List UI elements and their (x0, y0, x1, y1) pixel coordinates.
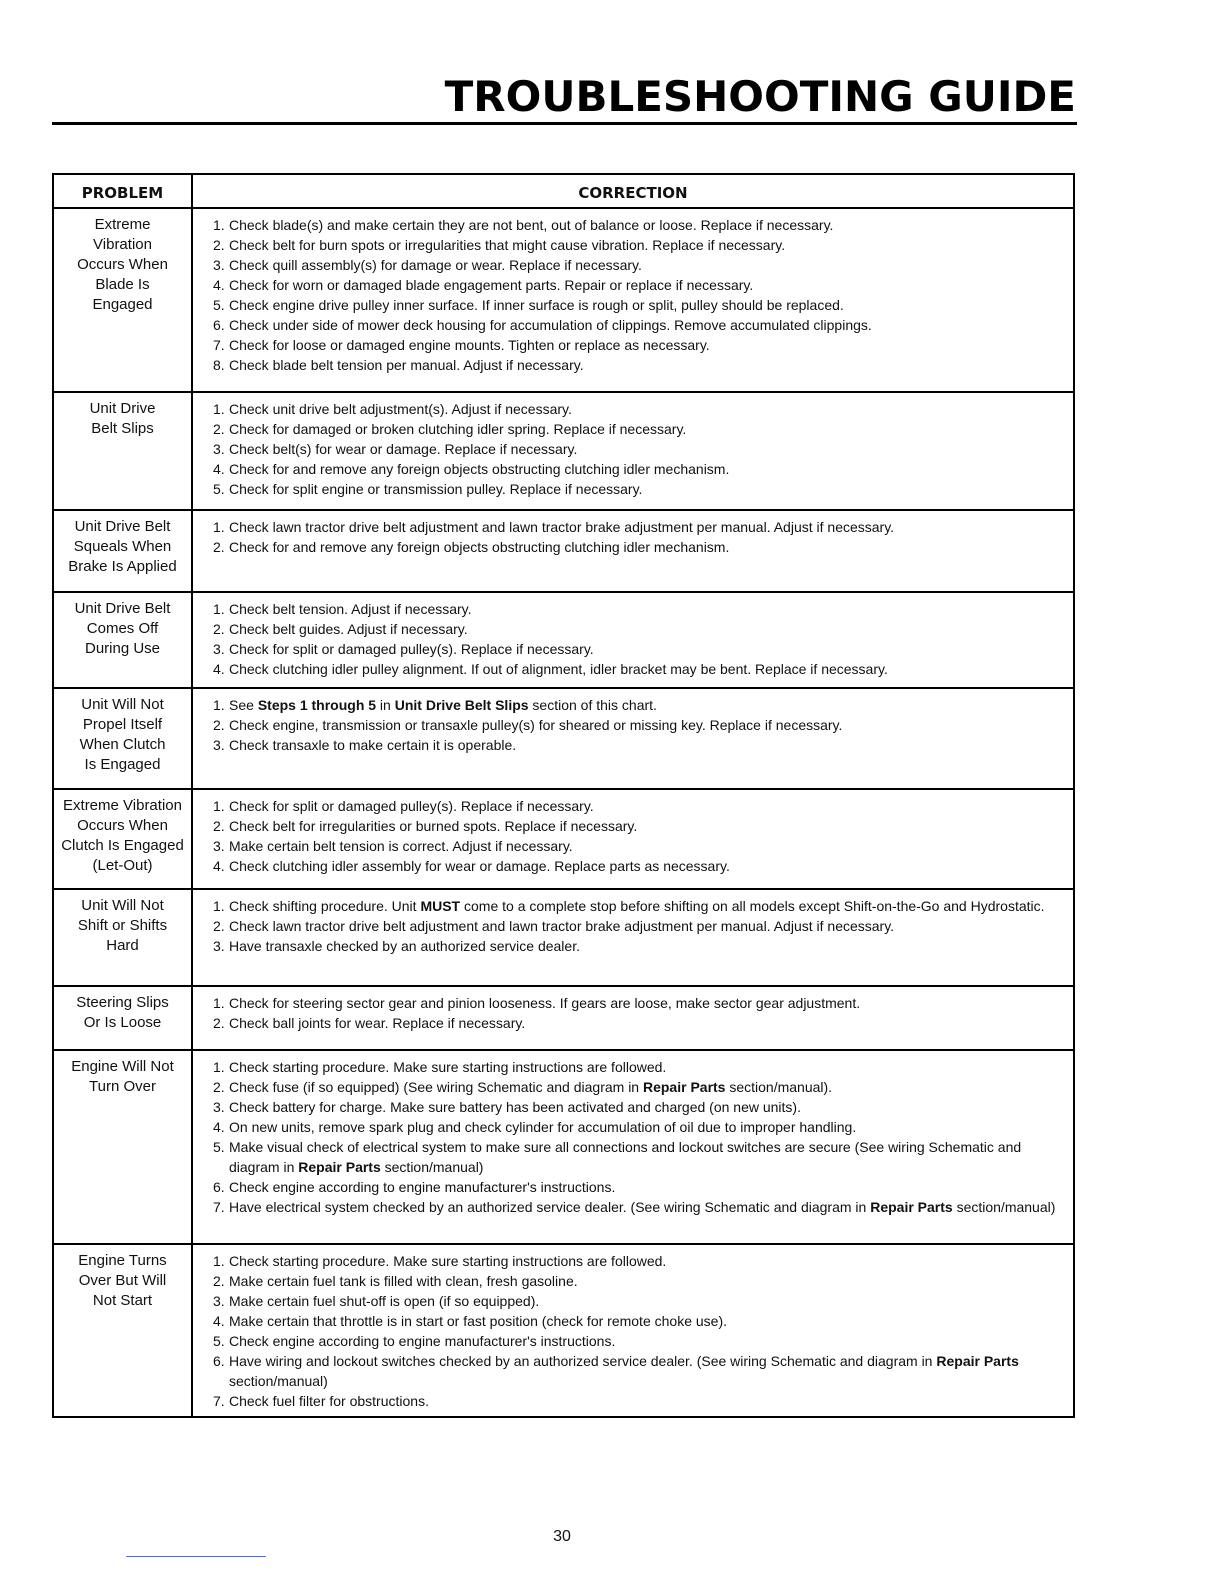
problem-line: Turn Over (89, 1078, 156, 1095)
item-text (229, 419, 1073, 439)
item-number: 5. (213, 1333, 225, 1349)
item-number: 2. (213, 1079, 225, 1095)
problem-cell (54, 1245, 193, 1416)
correction-cell (193, 209, 1073, 391)
correction-item (213, 1351, 1073, 1391)
item-number: 3. (213, 641, 225, 657)
text-segment: Check engine according to engine manufacturer's instructions. (229, 1333, 616, 1349)
text-segment: Check belt(s) for wear or damage. Replace if necessary. (229, 441, 578, 457)
correction-item (213, 235, 1073, 255)
item-number: 4. (213, 1313, 225, 1329)
item-number: 5. (213, 481, 225, 497)
correction-item (213, 856, 1073, 876)
bold-text: Steps 1 through 5 (257, 697, 377, 713)
item-number: 3. (213, 441, 225, 457)
item-text (229, 335, 1073, 355)
item-number: 1. (213, 519, 225, 535)
table-row (54, 207, 1073, 391)
problem-cell (54, 209, 193, 391)
correction-item (213, 1197, 1073, 1217)
correction-item (213, 1311, 1073, 1331)
problem-line: Steering Slips (76, 994, 169, 1011)
problem-line: Occurs When (77, 817, 168, 834)
text-segment: Check for and remove any foreign objects obstructing clutching idler mechanism. (229, 539, 730, 555)
problem-line: Or Is Loose (83, 1014, 162, 1031)
problem-line: Blade Is (95, 276, 150, 293)
text-segment: Check for damaged or broken clutching idler spring. Replace if necessary. (229, 421, 687, 437)
problem-line: Propel Itself (82, 716, 163, 733)
item-text (229, 695, 1073, 715)
text-segment: See (229, 697, 258, 713)
item-number: 1. (213, 601, 225, 617)
table-header (54, 175, 1073, 207)
item-text (229, 537, 1073, 557)
correction-item (213, 1291, 1073, 1311)
text-segment: Check engine according to engine manufacturer's instructions. (229, 1179, 616, 1195)
problem-cell (54, 593, 193, 687)
item-number: 6. (213, 1353, 225, 1369)
text-segment: Check quill assembly(s) for damage or wear. Replace if necessary. (229, 257, 642, 273)
problem-line: Occurs When (77, 256, 168, 273)
text-segment: Check for split engine or transmission pulley. Replace if necessary. (229, 481, 643, 497)
correction-item (213, 735, 1073, 755)
text-segment: Check lawn tractor drive belt adjustment and lawn tractor brake adjustment per manual. Adjust if necessary. (229, 918, 895, 934)
text-segment: Check fuel filter for obstructions. (229, 1393, 429, 1409)
correction-item (213, 993, 1073, 1013)
correction-item (213, 517, 1073, 537)
problem-line: Extreme (94, 216, 151, 233)
item-text (229, 715, 1073, 735)
correction-item (213, 459, 1073, 479)
item-number: 3. (213, 1099, 225, 1115)
correction-item (213, 619, 1073, 639)
text-segment: Check for split or damaged pulley(s). Replace if necessary. (229, 798, 594, 814)
item-number: 1. (213, 798, 225, 814)
correction-item (213, 335, 1073, 355)
item-text (229, 836, 1073, 856)
correction-item (213, 936, 1073, 956)
correction-item (213, 896, 1073, 916)
item-number: 1. (213, 217, 225, 233)
item-number: 7. (213, 337, 225, 353)
text-segment: Check shifting procedure. Unit (229, 898, 421, 914)
correction-cell (193, 890, 1073, 985)
text-segment: Check transaxle to make certain it is operable. (229, 737, 517, 753)
text-segment: Check clutching idler pulley alignment. If out of alignment, idler bracket may be bent. Replace if necessary. (229, 661, 888, 677)
text-segment: Check for steering sector gear and pinion looseness. If gears are loose, make sector gear adjustment. (229, 995, 861, 1011)
item-number: 7. (213, 1199, 225, 1215)
item-number: 1. (213, 1059, 225, 1075)
bold-text: MUST (420, 898, 461, 914)
item-number: 4. (213, 277, 225, 293)
correction-item (213, 1013, 1073, 1033)
correction-item (213, 715, 1073, 735)
title-rule (52, 122, 1077, 125)
correction-item (213, 599, 1073, 619)
problem-line: During Use (84, 640, 161, 657)
correction-cell (193, 593, 1073, 687)
bold-text: Repair Parts (298, 1159, 381, 1175)
problem-cell (54, 511, 193, 591)
item-number: 3. (213, 737, 225, 753)
problem-header: PROBLEM (54, 175, 193, 207)
text-segment: Check blade(s) and make certain they are not bent, out of balance or loose. Replace if necessary. (229, 217, 834, 233)
item-text (229, 1197, 1073, 1217)
item-number: 3. (213, 838, 225, 854)
table-row (54, 391, 1073, 509)
problem-cell (54, 1051, 193, 1243)
item-number: 7. (213, 1393, 225, 1409)
correction-item (213, 695, 1073, 715)
problem-line: Is Engaged (84, 756, 161, 773)
correction-item (213, 315, 1073, 335)
item-number: 2. (213, 237, 225, 253)
text-segment: Check for loose or damaged engine mounts. Tighten or replace as necessary. (229, 337, 710, 353)
problem-cell (54, 790, 193, 888)
item-number: 5. (213, 297, 225, 313)
problem-line: Squeals When (73, 538, 172, 555)
problem-line: When Clutch (79, 736, 166, 753)
problem-line: Engine Turns (78, 1252, 167, 1269)
text-segment: Check belt guides. Adjust if necessary. (229, 621, 468, 637)
item-text (229, 916, 1073, 936)
text-segment: Check blade belt tension per manual. Adjust if necessary. (229, 357, 584, 373)
problem-line: Vibration (93, 236, 152, 253)
text-segment: in (376, 697, 395, 713)
item-number: 2. (213, 539, 225, 555)
problem-line: (Let-Out) (92, 857, 153, 874)
item-number: 6. (213, 1179, 225, 1195)
correction-item (213, 639, 1073, 659)
correction-cell (193, 1051, 1073, 1243)
text-segment: Have wiring and lockout switches checked by an authorized service dealer. (See wiring Schematic and diagram in (229, 1353, 937, 1369)
correction-item (213, 1057, 1073, 1077)
item-number: 4. (213, 461, 225, 477)
item-number: 1. (213, 995, 225, 1011)
text-segment: Make certain fuel shut-off is open (if so equipped). (229, 1293, 540, 1309)
item-text (229, 1137, 1073, 1177)
item-number: 1. (213, 697, 225, 713)
text-segment: Check lawn tractor drive belt adjustment and lawn tractor brake adjustment per manual. Adjust if necessary. (229, 519, 895, 535)
problem-line: Unit Drive Belt (74, 600, 171, 617)
problem-cell (54, 890, 193, 985)
problem-cell (54, 393, 193, 509)
item-text (229, 993, 1073, 1013)
bold-text: Repair Parts (642, 1079, 726, 1095)
problem-line: Unit Drive (89, 400, 156, 417)
item-text (229, 1057, 1073, 1077)
correction-item (213, 355, 1073, 375)
correction-cell (193, 511, 1073, 591)
text-segment: Check under side of mower deck housing for accumulation of clippings. Remove accumulated clippings. (229, 317, 872, 333)
item-text (229, 1251, 1073, 1271)
correction-item (213, 1271, 1073, 1291)
item-text (229, 517, 1073, 537)
table-row (54, 591, 1073, 687)
item-number: 2. (213, 918, 225, 934)
text-segment: section/manual). (725, 1079, 833, 1095)
text-segment: Check belt for burn spots or irregularities that might cause vibration. Replace if necessary. (229, 237, 786, 253)
correction-cell (193, 1245, 1073, 1416)
correction-item (213, 796, 1073, 816)
item-text (229, 355, 1073, 375)
correction-item (213, 275, 1073, 295)
text-segment: Check for worn or damaged blade engagement parts. Repair or replace if necessary. (229, 277, 754, 293)
correction-item (213, 1391, 1073, 1411)
item-number: 4. (213, 661, 225, 677)
problem-cell (54, 689, 193, 788)
correction-item (213, 399, 1073, 419)
text-segment: On new units, remove spark plug and check cylinder for accumulation of oil due to improper handling. (229, 1119, 857, 1135)
item-number: 3. (213, 257, 225, 273)
item-number: 2. (213, 1273, 225, 1289)
item-text (229, 735, 1073, 755)
bold-text: Repair Parts (870, 1199, 953, 1215)
text-segment: section of this chart. (528, 697, 657, 713)
item-number: 6. (213, 317, 225, 333)
text-segment: Check fuse (if so equipped) (See wiring Schematic and diagram in (229, 1079, 643, 1095)
item-text (229, 816, 1073, 836)
text-segment: Check for split or damaged pulley(s). Replace if necessary. (229, 641, 594, 657)
item-text (229, 1177, 1073, 1197)
item-text (229, 459, 1073, 479)
text-segment: Check engine, transmission or transaxle pulley(s) for sheared or missing key. Replace if necessary. (229, 717, 843, 733)
bold-text: Unit Drive Belt Slips (394, 697, 529, 713)
item-text (229, 235, 1073, 255)
item-number: 3. (213, 1293, 225, 1309)
correction-item (213, 816, 1073, 836)
item-text (229, 619, 1073, 639)
table-row (54, 1243, 1073, 1416)
item-text (229, 856, 1073, 876)
text-segment: section/manual) (380, 1159, 484, 1175)
correction-item (213, 836, 1073, 856)
item-text (229, 315, 1073, 335)
correction-item (213, 479, 1073, 499)
text-segment: Check unit drive belt adjustment(s). Adjust if necessary. (229, 401, 572, 417)
text-segment: Check ball joints for wear. Replace if necessary. (229, 1015, 526, 1031)
item-text (229, 599, 1073, 619)
item-number: 2. (213, 717, 225, 733)
problem-line: Not Start (92, 1292, 153, 1309)
correction-cell (193, 987, 1073, 1049)
item-text (229, 796, 1073, 816)
page-number: 30 (553, 1528, 571, 1545)
item-number: 2. (213, 1015, 225, 1031)
item-number: 1. (213, 401, 225, 417)
item-text (229, 659, 1073, 679)
correction-item (213, 1097, 1073, 1117)
item-text (229, 1013, 1073, 1033)
footer-rule (126, 1556, 266, 1557)
item-text (229, 1291, 1073, 1311)
troubleshooting-table (52, 173, 1075, 1418)
item-number: 8. (213, 357, 225, 373)
item-number: 2. (213, 818, 225, 834)
problem-line: Hard (106, 937, 139, 954)
correction-item (213, 916, 1073, 936)
correction-cell (193, 393, 1073, 509)
table-row (54, 687, 1073, 788)
bold-text: Repair Parts (936, 1353, 1019, 1369)
problem-line: Engaged (92, 296, 153, 313)
problem-line: Shift or Shifts (77, 917, 168, 934)
text-segment: Have transaxle checked by an authorized service dealer. (229, 938, 580, 954)
item-number: 1. (213, 1253, 225, 1269)
correction-header: CORRECTION (578, 184, 688, 202)
page-title: TROUBLESHOOTING GUIDE (444, 72, 1076, 121)
item-text (229, 255, 1073, 275)
text-segment: Make certain that throttle is in start or fast position (check for remote choke use). (229, 1313, 727, 1329)
text-segment: Make certain belt tension is correct. Adjust if necessary. (229, 838, 573, 854)
table-row (54, 509, 1073, 591)
text-segment: section/manual) (229, 1373, 328, 1389)
problem-line: Unit Will Not (81, 897, 164, 914)
item-number: 5. (213, 1139, 225, 1155)
text-segment: Make certain fuel tank is filled with clean, fresh gasoline. (229, 1273, 578, 1289)
item-text (229, 479, 1073, 499)
correction-item (213, 1331, 1073, 1351)
correction-item (213, 1117, 1073, 1137)
item-number: 4. (213, 1119, 225, 1135)
item-text (229, 1271, 1073, 1291)
text-segment: Have electrical system checked by an authorized service dealer. (See wiring Schematic and diagram in (229, 1199, 871, 1215)
correction-item (213, 215, 1073, 235)
item-text (229, 399, 1073, 419)
table-row (54, 888, 1073, 985)
item-text (229, 1077, 1073, 1097)
correction-item (213, 419, 1073, 439)
item-number: 2. (213, 621, 225, 637)
correction-cell (193, 689, 1073, 788)
item-text (229, 439, 1073, 459)
problem-line: Brake Is Applied (68, 558, 177, 575)
text-segment: Check engine drive pulley inner surface. If inner surface is rough or split, pulley should be replaced. (229, 297, 844, 313)
item-text (229, 639, 1073, 659)
text-segment: Check belt for irregularities or burned spots. Replace if necessary. (229, 818, 638, 834)
item-text (229, 1117, 1073, 1137)
item-number: 1. (213, 898, 225, 914)
item-number: 2. (213, 421, 225, 437)
item-text (229, 1311, 1073, 1331)
text-segment: come to a complete stop before shifting on all models except Shift-on-the-Go and Hydrostatic. (460, 898, 1045, 914)
correction-item (213, 537, 1073, 557)
correction-item (213, 255, 1073, 275)
problem-line: Clutch Is Engaged (61, 837, 184, 854)
text-segment: Make visual check of electrical system to make sure all connections and lockout switches are secure (See wiring Schematic and diagram in (229, 1139, 1022, 1175)
problem-line: Comes Off (86, 620, 159, 637)
problem-line: Unit Will Not (81, 696, 164, 713)
correction-item (213, 295, 1073, 315)
text-segment: Check battery for charge. Make sure battery has been activated and charged (on new units). (229, 1099, 801, 1115)
correction-item (213, 1251, 1073, 1271)
problem-line: Extreme Vibration (63, 797, 182, 814)
problem-line: Unit Drive Belt (74, 518, 171, 535)
text-segment: Check clutching idler assembly for wear or damage. Replace parts as necessary. (229, 858, 730, 874)
item-number: 3. (213, 938, 225, 954)
correction-item (213, 659, 1073, 679)
correction-item (213, 1137, 1073, 1177)
item-text (229, 295, 1073, 315)
text-segment: Check belt tension. Adjust if necessary. (229, 601, 472, 617)
item-text (229, 275, 1073, 295)
item-text (229, 1351, 1073, 1391)
problem-line: Engine Will Not (71, 1058, 174, 1075)
table-row (54, 1049, 1073, 1243)
correction-cell (193, 790, 1073, 888)
text-segment: Check for and remove any foreign objects obstructing clutching idler mechanism. (229, 461, 730, 477)
text-segment: Check starting procedure. Make sure starting instructions are followed. (229, 1059, 667, 1075)
item-text (229, 1097, 1073, 1117)
problem-line: Belt Slips (91, 420, 154, 437)
text-segment: section/manual) (952, 1199, 1056, 1215)
item-text (229, 896, 1073, 916)
item-text (229, 936, 1073, 956)
table-row (54, 985, 1073, 1049)
problem-cell (54, 987, 193, 1049)
correction-item (213, 439, 1073, 459)
item-number: 4. (213, 858, 225, 874)
item-text (229, 1331, 1073, 1351)
correction-item (213, 1077, 1073, 1097)
item-text (229, 1391, 1073, 1411)
correction-item (213, 1177, 1073, 1197)
table-row (54, 788, 1073, 888)
item-text (229, 215, 1073, 235)
problem-line: Over But Will (78, 1272, 167, 1289)
text-segment: Check starting procedure. Make sure starting instructions are followed. (229, 1253, 667, 1269)
